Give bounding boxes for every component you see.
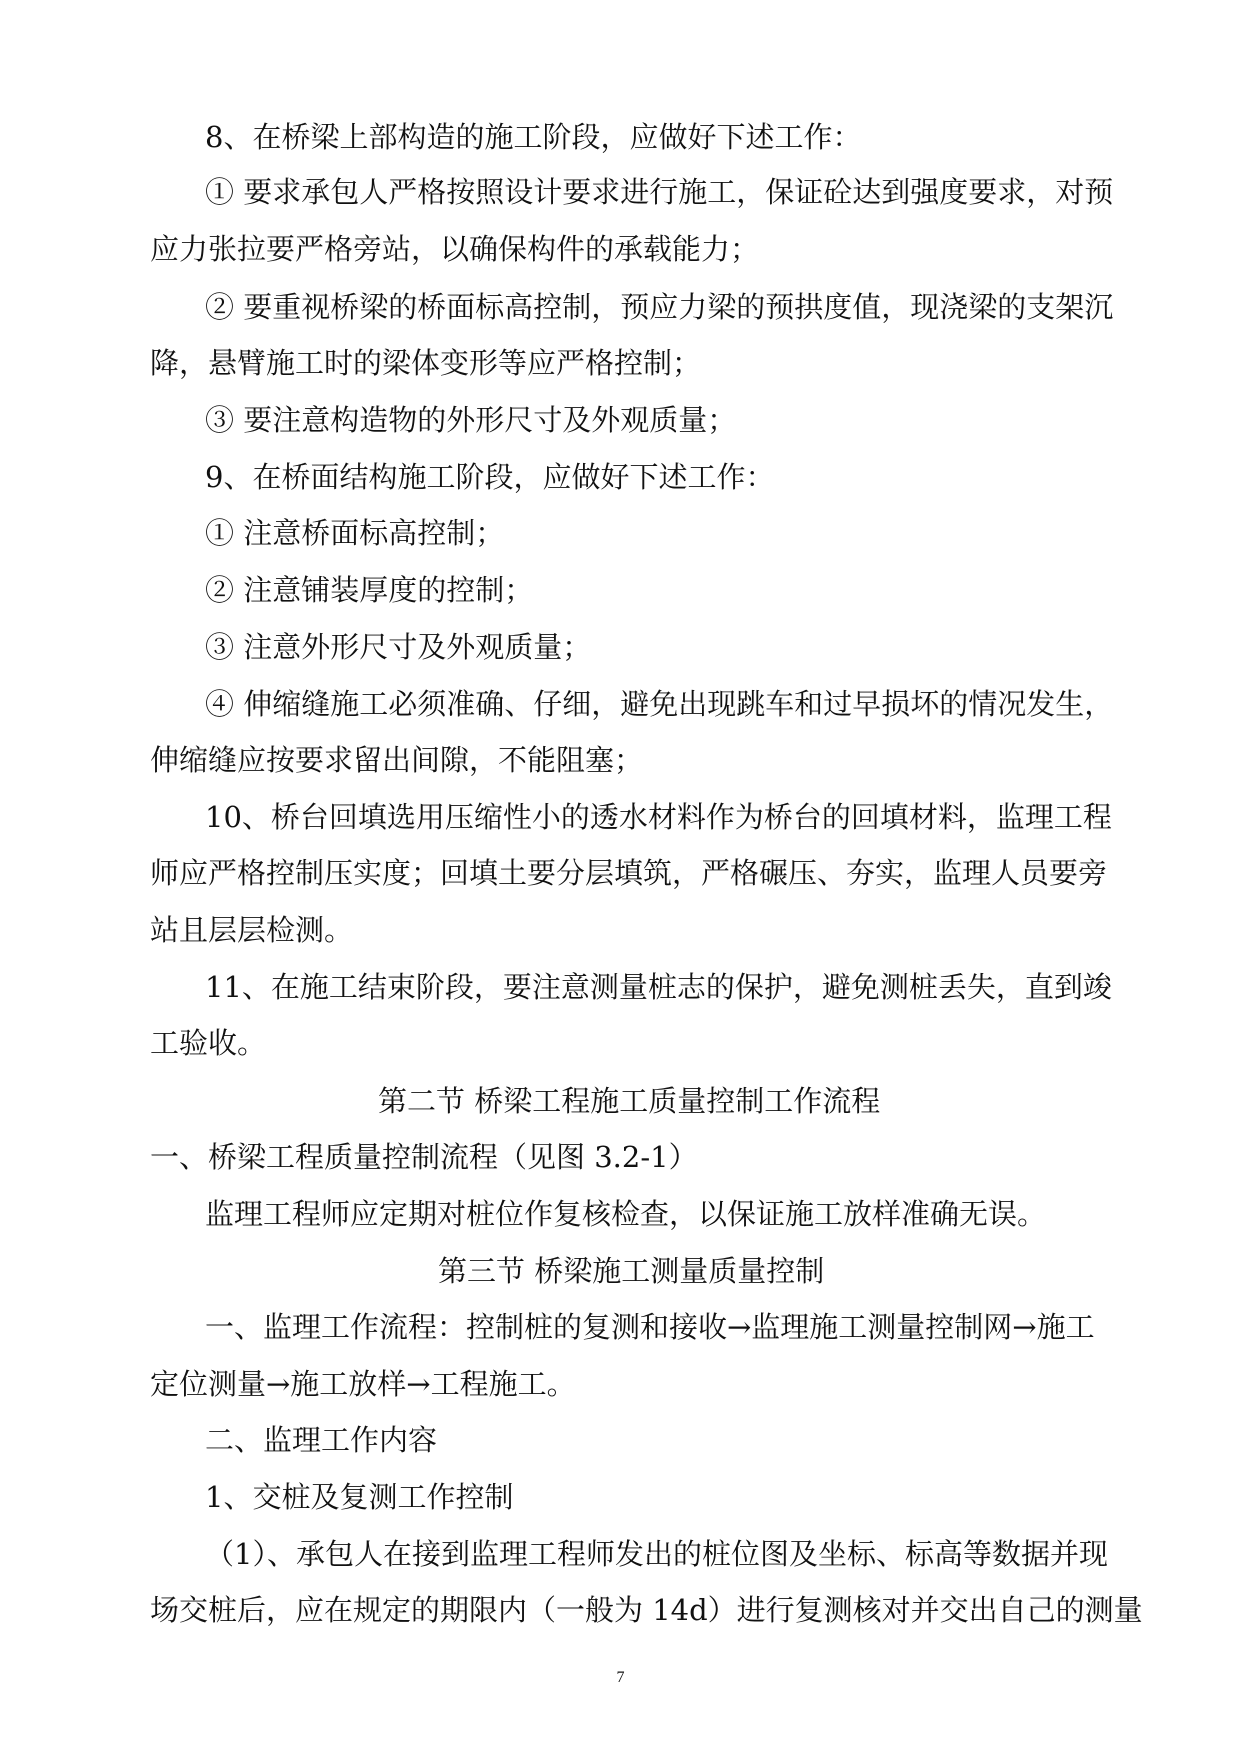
page-number: 7 [616,1669,625,1686]
paragraph-line: 1、交桩及复测工作控制 [205,1480,514,1514]
paragraph-line: 11、在施工结束阶段，要注意测量桩志的保护，避免测桩丢失，直到竣 [205,970,1112,1004]
paragraph-line: ③ 注意外形尺寸及外观质量； [205,630,592,664]
paragraph-line: 8、在桥梁上部构造的施工阶段，应做好下述工作： [205,120,862,154]
paragraph-line: 监理工程师应定期对桩位作复核检查，以保证施工放样准确无误。 [205,1197,1047,1231]
section-heading: 第三节 桥梁施工测量质量控制 [438,1254,825,1288]
paragraph-line: 10、桥台回填选用压缩性小的透水材料作为桥台的回填材料，监理工程 [205,800,1112,834]
paragraph-line: 伸缩缝应按要求留出间隙，不能阻塞； [150,743,644,777]
paragraph-line: 二、监理工作内容 [205,1423,438,1457]
paragraph-line: 定位测量→施工放样→工程施工。 [150,1367,576,1401]
section-heading: 第二节 桥梁工程施工质量控制工作流程 [378,1084,881,1118]
paragraph-line: 应力张拉要严格旁站，以确保构件的承载能力； [150,232,760,266]
paragraph-line: 工验收。 [150,1026,267,1060]
paragraph-line: ① 要求承包人严格按照设计要求进行施工，保证砼达到强度要求，对预 [205,175,1114,209]
paragraph-line: 一、监理工作流程：控制桩的复测和接收→监理施工测量控制网→施工 [205,1310,1095,1344]
paragraph-line: ① 注意桥面标高控制； [205,516,505,550]
paragraph-line: 9、在桥面结构施工阶段，应做好下述工作： [205,460,775,494]
paragraph-line: 降，悬臂施工时的梁体变形等应严格控制； [150,346,702,380]
paragraph-line: ③ 要注意构造物的外形尺寸及外观质量； [205,403,737,437]
paragraph-line: （1）、承包人在接到监理工程师发出的桩位图及坐标、标高等数据并现 [205,1537,1108,1571]
paragraph-line: ② 要重视桥梁的桥面标高控制，预应力梁的预拱度值，现浇梁的支架沉 [205,290,1114,324]
paragraph-line: 站且层层检测。 [150,913,354,947]
paragraph-line: 一、桥梁工程质量控制流程（见图 3.2-1） [150,1140,698,1174]
paragraph-line: 师应严格控制压实度；回填土要分层填筑，严格碾压、夯实，监理人员要旁 [150,856,1108,890]
paragraph-line: ④ 伸缩缝施工必须准确、仔细，避免出现跳车和过早损坏的情况发生， [205,687,1114,721]
paragraph-line: ② 注意铺装厚度的控制； [205,573,534,607]
paragraph-line: 场交桩后，应在规定的期限内（一般为 14d）进行复测核对并交出自己的测量 [150,1593,1143,1627]
